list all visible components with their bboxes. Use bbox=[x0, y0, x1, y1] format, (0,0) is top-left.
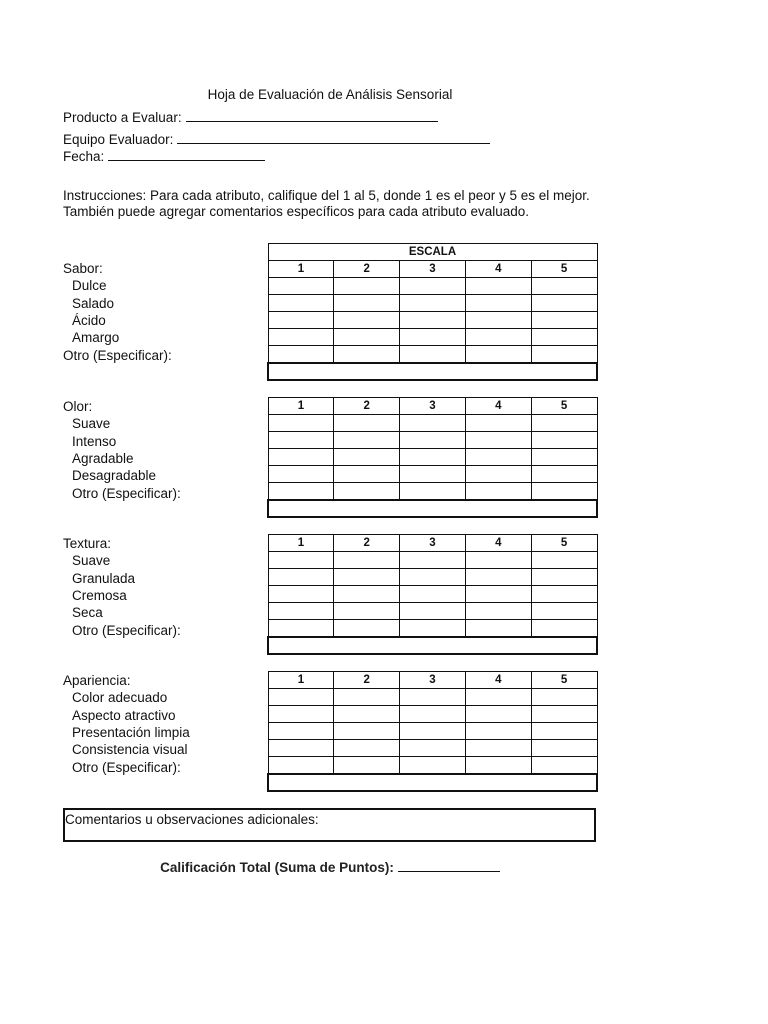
rating-row bbox=[268, 295, 597, 312]
rating-cell[interactable] bbox=[334, 415, 400, 432]
rating-cell[interactable] bbox=[465, 706, 531, 723]
rating-cell[interactable] bbox=[465, 415, 531, 432]
attribute-desagradable: Desagradable bbox=[72, 468, 157, 484]
attribute-color-adecuado: Color adecuado bbox=[72, 690, 168, 706]
rating-cell[interactable] bbox=[400, 466, 466, 483]
product-label: Producto a Evaluar: bbox=[63, 110, 182, 125]
rating-cell[interactable] bbox=[334, 569, 400, 586]
scale-number: 5 bbox=[531, 261, 597, 278]
rating-cell[interactable] bbox=[531, 312, 597, 329]
rating-cell[interactable] bbox=[268, 706, 334, 723]
rating-cell[interactable] bbox=[465, 432, 531, 449]
attribute-acido: Ácido bbox=[72, 312, 106, 328]
attribute-salado: Salado bbox=[72, 295, 115, 311]
rating-cell[interactable] bbox=[334, 689, 400, 706]
rating-cell[interactable] bbox=[268, 483, 334, 501]
rating-cell[interactable] bbox=[400, 569, 466, 586]
attribute-suave: Suave bbox=[72, 553, 111, 569]
rating-row bbox=[268, 723, 597, 740]
attribute-seca: Seca bbox=[72, 605, 103, 621]
specify-other-input[interactable] bbox=[268, 774, 597, 791]
rating-cell[interactable] bbox=[268, 415, 334, 432]
date-input-line[interactable] bbox=[108, 147, 265, 161]
rating-row bbox=[268, 329, 597, 346]
rating-cell[interactable] bbox=[334, 706, 400, 723]
rating-cell[interactable] bbox=[268, 586, 334, 603]
rating-cell[interactable] bbox=[531, 278, 597, 295]
scale-number: 5 bbox=[531, 535, 597, 552]
rating-row bbox=[268, 603, 597, 620]
rating-cell[interactable] bbox=[465, 483, 531, 501]
rating-cell[interactable] bbox=[531, 295, 597, 312]
rating-cell[interactable] bbox=[334, 757, 400, 775]
rating-cell[interactable] bbox=[400, 346, 466, 364]
rating-cell[interactable] bbox=[268, 569, 334, 586]
rating-cell[interactable] bbox=[334, 278, 400, 295]
comments-box[interactable] bbox=[63, 808, 596, 842]
scale-number: 4 bbox=[465, 261, 531, 278]
rating-cell[interactable] bbox=[465, 620, 531, 638]
rating-cell[interactable] bbox=[334, 603, 400, 620]
attribute-cremosa: Cremosa bbox=[72, 587, 127, 603]
rating-cell[interactable] bbox=[400, 552, 466, 569]
apariencia-other-label: Otro (Especificar): bbox=[72, 759, 181, 775]
textura-section-label: Textura: bbox=[63, 536, 112, 551]
rating-cell[interactable] bbox=[334, 295, 400, 312]
rating-cell[interactable] bbox=[400, 329, 466, 346]
rating-cell[interactable] bbox=[465, 346, 531, 364]
rating-cell[interactable] bbox=[465, 329, 531, 346]
rating-row-other bbox=[268, 620, 597, 638]
rating-row bbox=[268, 706, 597, 723]
rating-cell[interactable] bbox=[465, 603, 531, 620]
scale-number: 3 bbox=[400, 398, 466, 415]
rating-cell[interactable] bbox=[334, 620, 400, 638]
rating-cell[interactable] bbox=[334, 432, 400, 449]
rating-cell[interactable] bbox=[268, 312, 334, 329]
attribute-presentacion-limpia: Presentación limpia bbox=[72, 724, 190, 740]
rating-cell[interactable] bbox=[400, 757, 466, 775]
rating-cell[interactable] bbox=[268, 689, 334, 706]
rating-cell[interactable] bbox=[531, 620, 597, 638]
textura-other-label: Otro (Especificar): bbox=[72, 622, 181, 638]
rating-cell[interactable] bbox=[465, 449, 531, 466]
rating-cell[interactable] bbox=[465, 312, 531, 329]
date-field bbox=[63, 147, 265, 165]
rating-row bbox=[268, 415, 597, 432]
textura-scale-table bbox=[267, 534, 598, 655]
rating-cell[interactable] bbox=[531, 757, 597, 775]
rating-cell[interactable] bbox=[400, 415, 466, 432]
rating-cell[interactable] bbox=[531, 415, 597, 432]
rating-row-other bbox=[268, 757, 597, 775]
scale-number: 2 bbox=[334, 672, 400, 689]
rating-row-other bbox=[268, 346, 597, 364]
rating-cell[interactable] bbox=[531, 449, 597, 466]
rating-cell[interactable] bbox=[400, 483, 466, 501]
rating-cell[interactable] bbox=[400, 295, 466, 312]
apariencia-scale-table bbox=[267, 671, 598, 792]
rating-cell[interactable] bbox=[465, 689, 531, 706]
rating-cell[interactable] bbox=[531, 466, 597, 483]
total-label: Calificación Total (Suma de Puntos): bbox=[160, 860, 394, 875]
scale-number: 3 bbox=[400, 261, 466, 278]
rating-cell[interactable] bbox=[334, 586, 400, 603]
sabor-other-label: Otro (Especificar): bbox=[63, 347, 172, 363]
rating-cell[interactable] bbox=[531, 706, 597, 723]
rating-cell[interactable] bbox=[400, 740, 466, 757]
rating-cell[interactable] bbox=[268, 346, 334, 364]
rating-cell[interactable] bbox=[531, 603, 597, 620]
rating-cell[interactable] bbox=[334, 740, 400, 757]
rating-cell[interactable] bbox=[334, 466, 400, 483]
scale-number: 2 bbox=[334, 535, 400, 552]
rating-cell[interactable] bbox=[465, 740, 531, 757]
rating-cell[interactable] bbox=[268, 740, 334, 757]
rating-cell[interactable] bbox=[268, 466, 334, 483]
rating-cell[interactable] bbox=[400, 449, 466, 466]
rating-cell[interactable] bbox=[334, 449, 400, 466]
team-input-line[interactable] bbox=[177, 130, 490, 144]
rating-cell[interactable] bbox=[465, 278, 531, 295]
rating-cell[interactable] bbox=[465, 552, 531, 569]
rating-row bbox=[268, 689, 597, 706]
rating-cell[interactable] bbox=[334, 552, 400, 569]
instructions-line-2: También puede agregar comentarios específicos para cada atributo evaluado. bbox=[63, 204, 530, 219]
scale-number: 1 bbox=[268, 261, 334, 278]
rating-row bbox=[268, 586, 597, 603]
rating-cell[interactable] bbox=[465, 569, 531, 586]
scale-number: 1 bbox=[268, 398, 334, 415]
rating-cell[interactable] bbox=[531, 723, 597, 740]
scale-number: 1 bbox=[268, 672, 334, 689]
rating-cell[interactable] bbox=[400, 432, 466, 449]
rating-cell[interactable] bbox=[465, 723, 531, 740]
rating-cell[interactable] bbox=[400, 689, 466, 706]
rating-cell[interactable] bbox=[465, 586, 531, 603]
rating-cell[interactable] bbox=[268, 620, 334, 638]
team-label: Equipo Evaluador: bbox=[63, 132, 174, 147]
rating-cell[interactable] bbox=[268, 723, 334, 740]
scale-number: 4 bbox=[465, 672, 531, 689]
scale-number: 2 bbox=[334, 398, 400, 415]
scale-header: ESCALA bbox=[268, 244, 597, 261]
rating-cell[interactable] bbox=[531, 689, 597, 706]
specify-other-input[interactable] bbox=[268, 500, 597, 517]
attribute-agradable: Agradable bbox=[72, 450, 134, 466]
rating-row bbox=[268, 432, 597, 449]
rating-row bbox=[268, 312, 597, 329]
attribute-aspecto-atractivo: Aspecto atractivo bbox=[72, 707, 176, 723]
rating-cell[interactable] bbox=[400, 278, 466, 295]
rating-cell[interactable] bbox=[465, 757, 531, 775]
scale-number: 3 bbox=[400, 672, 466, 689]
rating-cell[interactable] bbox=[334, 723, 400, 740]
product-field bbox=[63, 108, 438, 126]
scale-number: 2 bbox=[334, 261, 400, 278]
rating-cell[interactable] bbox=[268, 552, 334, 569]
total-score bbox=[0, 858, 660, 876]
attribute-consistencia-visual: Consistencia visual bbox=[72, 742, 188, 758]
rating-row-other bbox=[268, 483, 597, 501]
rating-cell[interactable] bbox=[400, 586, 466, 603]
rating-cell[interactable] bbox=[400, 620, 466, 638]
rating-row bbox=[268, 466, 597, 483]
rating-cell[interactable] bbox=[268, 757, 334, 775]
scale-number: 4 bbox=[465, 535, 531, 552]
rating-cell[interactable] bbox=[531, 432, 597, 449]
rating-cell[interactable] bbox=[531, 329, 597, 346]
rating-cell[interactable] bbox=[268, 432, 334, 449]
rating-cell[interactable] bbox=[531, 552, 597, 569]
rating-cell[interactable] bbox=[268, 329, 334, 346]
rating-row bbox=[268, 278, 597, 295]
rating-row bbox=[268, 569, 597, 586]
rating-cell[interactable] bbox=[268, 449, 334, 466]
specify-other-input[interactable] bbox=[268, 637, 597, 654]
apariencia-section-label: Apariencia: bbox=[63, 673, 131, 688]
team-field bbox=[63, 130, 490, 148]
rating-cell[interactable] bbox=[268, 295, 334, 312]
rating-cell[interactable] bbox=[334, 346, 400, 364]
scale-number: 5 bbox=[531, 398, 597, 415]
specify-other-input[interactable] bbox=[268, 363, 597, 380]
rating-cell[interactable] bbox=[531, 346, 597, 364]
rating-cell[interactable] bbox=[400, 723, 466, 740]
scale-number: 1 bbox=[268, 535, 334, 552]
rating-cell[interactable] bbox=[334, 312, 400, 329]
rating-cell[interactable] bbox=[400, 706, 466, 723]
date-label: Fecha: bbox=[63, 149, 105, 164]
attribute-dulce: Dulce bbox=[72, 278, 107, 294]
scale-number: 4 bbox=[465, 398, 531, 415]
attribute-granulada: Granulada bbox=[72, 570, 136, 586]
rating-cell[interactable] bbox=[334, 483, 400, 501]
rating-cell[interactable] bbox=[531, 483, 597, 501]
product-input-line[interactable] bbox=[186, 108, 438, 122]
sabor-scale-table bbox=[267, 243, 598, 381]
rating-cell[interactable] bbox=[334, 329, 400, 346]
olor-scale-table bbox=[267, 397, 598, 518]
rating-cell[interactable] bbox=[531, 586, 597, 603]
rating-cell[interactable] bbox=[531, 740, 597, 757]
rating-row bbox=[268, 552, 597, 569]
instructions-line-1: Instrucciones: Para cada atributo, califique del 1 al 5, donde 1 es el peor y 5 es el mejor. bbox=[63, 188, 590, 203]
rating-cell[interactable] bbox=[400, 312, 466, 329]
page-title: Hoja de Evaluación de Análisis Sensorial bbox=[207, 87, 453, 102]
rating-cell[interactable] bbox=[268, 278, 334, 295]
rating-cell[interactable] bbox=[531, 569, 597, 586]
rating-cell[interactable] bbox=[400, 603, 466, 620]
comments-label: Comentarios u observaciones adicionales: bbox=[65, 812, 319, 827]
rating-cell[interactable] bbox=[465, 295, 531, 312]
attribute-intenso: Intenso bbox=[72, 433, 117, 449]
olor-other-label: Otro (Especificar): bbox=[72, 485, 181, 501]
rating-cell[interactable] bbox=[268, 603, 334, 620]
rating-row bbox=[268, 740, 597, 757]
sabor-section-label: Sabor: bbox=[63, 261, 103, 276]
scale-number: 3 bbox=[400, 535, 466, 552]
total-input-line[interactable] bbox=[398, 858, 500, 872]
rating-row bbox=[268, 449, 597, 466]
rating-cell[interactable] bbox=[465, 466, 531, 483]
attribute-amargo: Amargo bbox=[72, 330, 120, 346]
scale-number: 5 bbox=[531, 672, 597, 689]
attribute-suave: Suave bbox=[72, 416, 111, 432]
olor-section-label: Olor: bbox=[63, 399, 93, 414]
